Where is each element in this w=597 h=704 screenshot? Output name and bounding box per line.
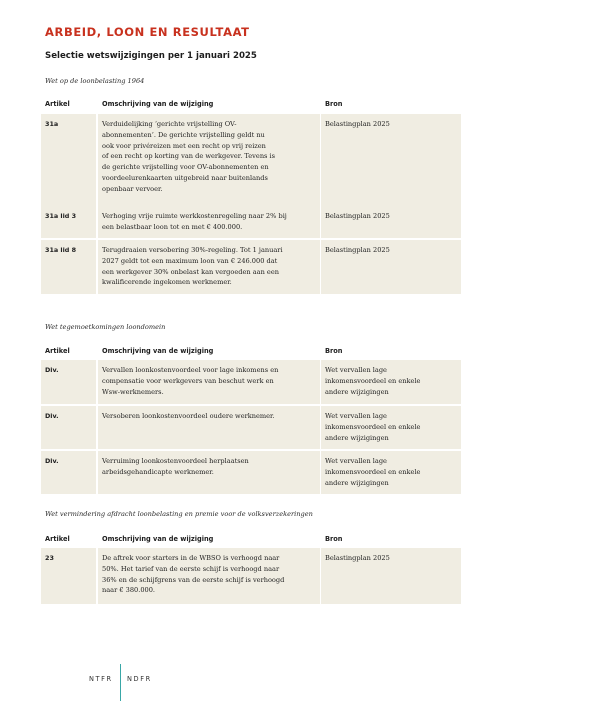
section-heading: Wet vermindering afdracht loonbelasting en premie voor de volksverzekeringen	[45, 510, 313, 518]
cell-bron-line: Belastingplan 2025	[325, 246, 390, 254]
section-heading: Wet tegemoetkomingen loondomein	[45, 323, 166, 331]
cell-artikel: 31a lid 3	[45, 212, 77, 220]
cell-omschrijving-line: of een recht op korting van de werkgever. Tevens is	[102, 152, 276, 161]
cell-bron-line: Belastingplan 2025	[325, 212, 390, 220]
footer-left-label: NTFR	[89, 675, 113, 683]
footer-right-label: NDFR	[127, 675, 152, 683]
cell-omschrijving-line: een belastbaar loon tot en met € 400.000.	[102, 222, 243, 231]
cell-artikel: 23	[45, 554, 54, 562]
cell-bron-line: inkomensvoordeel en enkele	[325, 467, 421, 476]
section-heading: Wet op de loonbelasting 1964	[45, 77, 145, 85]
cell-bron-line: Wet vervallen lage	[325, 457, 387, 465]
cell-artikel: Div.	[45, 457, 59, 465]
column-header-omschrijving: Omschrijving van de wijziging	[102, 100, 214, 108]
cell-omschrijving-line: 2027 geldt tot een maximum loon van € 246.000 dat	[102, 256, 278, 265]
cell-omschrijving-line: Wsw-werknemers.	[102, 387, 164, 396]
cell-bron-line: Wet vervallen lage	[325, 366, 387, 374]
cell-omschrijving-line: Verhoging vrije ruimte werkkostenregeling naar 2% bij	[102, 212, 287, 220]
cell-artikel: Div.	[45, 412, 59, 420]
cell-bron-line: Wet vervallen lage	[325, 412, 387, 420]
cell-omschrijving-line: openbaar vervoer.	[102, 184, 163, 193]
cell-omschrijving-line: arbeidsgehandicapte werknemer.	[102, 467, 214, 476]
cell-omschrijving-line: ook voor privéreizen met een recht op vrij reizen	[102, 141, 266, 150]
column-header-bron: Bron	[325, 347, 343, 355]
cell-omschrijving-line: de gerichte vrijstelling voor OV-abonnementen en	[102, 163, 269, 172]
cell-artikel: 31a lid 8	[45, 246, 77, 254]
cell-omschrijving-line: voordeelurenkaarten uitgebreid naar buitenlands	[102, 174, 268, 182]
column-header-omschrijving: Omschrijving van de wijziging	[102, 347, 214, 355]
cell-omschrijving-line: 50%. Het tarief van de eerste schijf is verhoogd naar	[102, 564, 280, 573]
page-subtitle: Selectie wetswijzigingen per 1 januari 2025	[45, 51, 257, 61]
cell-omschrijving-line: kwalificerende ingekomen werknemer.	[102, 278, 232, 287]
cell-bron-line: Belastingplan 2025	[325, 554, 390, 562]
cell-bron-line: andere wijzigingen	[325, 387, 389, 396]
cell-bron-line: inkomensvoordeel en enkele	[325, 422, 421, 431]
cell-omschrijving-line: Verduidelijking ‘gerichte vrijstelling OV-	[102, 120, 237, 128]
cell-omschrijving-line: Terugdraaien versobering 30%-regeling. Tot 1 januari	[102, 246, 283, 254]
cell-omschrijving-line: compensatie voor werkgevers van beschut werk en	[102, 376, 274, 385]
cell-omschrijving-line: De aftrek voor starters in de WBSO is verhoogd naar	[102, 554, 280, 562]
column-header-omschrijving: Omschrijving van de wijziging	[102, 535, 214, 543]
cell-bron-line: Belastingplan 2025	[325, 120, 390, 128]
column-header-artikel: Artikel	[45, 347, 70, 355]
page-title: ARBEID, LOON EN RESULTAAT	[45, 25, 250, 39]
column-header-artikel: Artikel	[45, 535, 70, 543]
cell-omschrijving-line: naar € 380.000.	[102, 586, 156, 595]
cell-omschrijving-line: 36% en de schijfgrens van de eerste schijf is verhoogd	[102, 575, 285, 584]
cell-omschrijving-line: Vervallen loonkostenvoordeel voor lage inkomens en	[102, 366, 279, 374]
cell-bron-line: inkomensvoordeel en enkele	[325, 376, 421, 385]
cell-artikel: 31a	[45, 120, 59, 128]
cell-bron-line: andere wijzigingen	[325, 478, 389, 487]
cell-bron-line: andere wijzigingen	[325, 433, 389, 442]
cell-omschrijving-line: abonnementen’. De gerichte vrijstelling geldt nu	[102, 130, 265, 139]
cell-artikel: Div.	[45, 366, 59, 374]
footer-divider	[120, 664, 121, 701]
cell-omschrijving-line: een werkgever 30% onbelast kan vergoeden aan een	[102, 267, 279, 276]
cell-omschrijving-line: Verruiming loonkostenvoordeel herplaatsen	[102, 457, 249, 465]
cell-omschrijving-line: Versoberen loonkostenvoordeel oudere werknemer.	[102, 412, 275, 420]
column-header-artikel: Artikel	[45, 100, 70, 108]
column-header-bron: Bron	[325, 535, 343, 543]
column-header-bron: Bron	[325, 100, 343, 108]
